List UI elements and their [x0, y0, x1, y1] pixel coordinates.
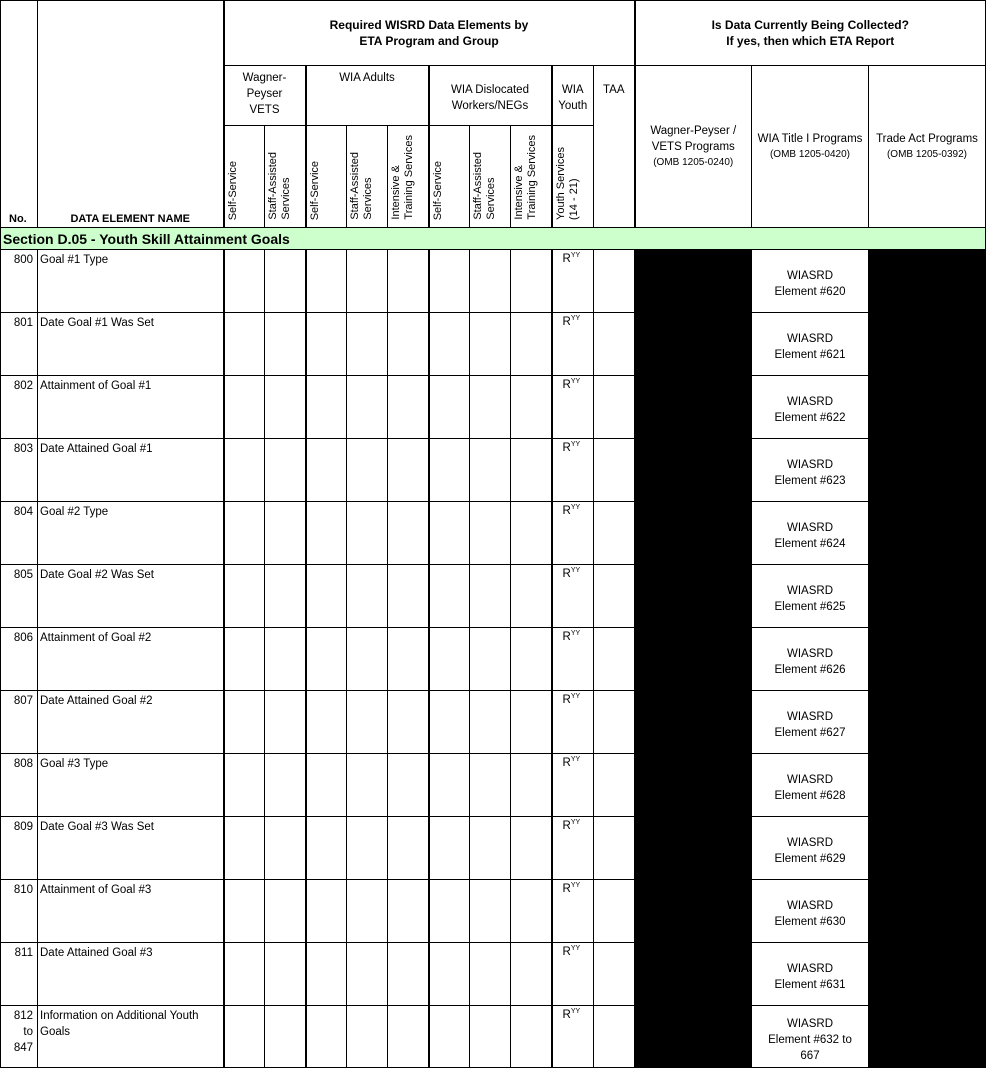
cell-adult-intensive — [388, 376, 429, 439]
cell-wia-report: WIASRD Element #629 — [752, 817, 869, 880]
cell-wagner-peyser-report-na — [635, 943, 752, 1006]
row-element-name: Date Attained Goal #2 — [38, 691, 224, 754]
cell-wp-staff — [265, 628, 306, 691]
cell-trade-report-na — [869, 754, 986, 817]
row-element-name: Goal #1 Type — [38, 250, 224, 313]
cell-wp-self — [224, 565, 265, 628]
cell-wp-self — [224, 439, 265, 502]
cell-wp-self — [224, 502, 265, 565]
subcol-adult-self-service-label: Self-Service — [308, 160, 321, 220]
requirement-mark: R — [562, 315, 571, 328]
cell-trade-report-na — [869, 691, 986, 754]
cell-adult-self — [306, 313, 347, 376]
subcol-wp-staff-assisted — [265, 126, 306, 228]
cell-trade-report-na — [869, 943, 986, 1006]
cell-dw-staff — [470, 1006, 511, 1068]
group-taa: TAA — [594, 66, 635, 228]
report-trade-act — [869, 66, 986, 228]
cell-dw-staff — [470, 313, 511, 376]
cell-adult-staff — [347, 439, 388, 502]
cell-dw-staff — [470, 943, 511, 1006]
cell-trade-report-na — [869, 1006, 986, 1068]
cell-wagner-peyser-report-na — [635, 439, 752, 502]
cell-dw-self — [429, 250, 470, 313]
cell-youth-requirement — [552, 880, 594, 943]
cell-youth-requirement — [552, 565, 594, 628]
cell-dw-self — [429, 502, 470, 565]
cell-dw-staff — [470, 250, 511, 313]
cell-adult-self — [306, 754, 347, 817]
group-wagner-peyser-vets: Wagner- Peyser VETS — [224, 66, 306, 126]
row-element-name: Attainment of Goal #2 — [38, 628, 224, 691]
cell-wagner-peyser-report-na — [635, 628, 752, 691]
cell-adult-staff — [347, 817, 388, 880]
cell-wp-self — [224, 817, 265, 880]
cell-wp-staff — [265, 943, 306, 1006]
cell-wagner-peyser-report-na — [635, 376, 752, 439]
cell-taa — [594, 376, 635, 439]
cell-wp-self — [224, 1006, 265, 1068]
cell-dw-self — [429, 439, 470, 502]
report-wagner-peyser-title: Wagner-Peyser / VETS Programs — [650, 124, 737, 153]
subcol-adult-staff-assisted-label: Staff-Assisted Services — [349, 152, 374, 220]
cell-wia-report: WIASRD Element #628 — [752, 754, 869, 817]
cell-dw-intensive — [511, 817, 552, 880]
cell-wp-staff — [265, 817, 306, 880]
row-number: 804 — [1, 502, 38, 565]
cell-taa — [594, 943, 635, 1006]
row-element-name: Attainment of Goal #1 — [38, 376, 224, 439]
cell-wia-report: WIASRD Element #630 — [752, 880, 869, 943]
subcol-adult-self-service — [306, 126, 347, 228]
cell-adult-self — [306, 1006, 347, 1068]
subcol-adult-intensive-training — [388, 126, 429, 228]
subcol-dw-staff-assisted — [470, 126, 511, 228]
cell-wagner-peyser-report-na — [635, 502, 752, 565]
cell-wia-report: WIASRD Element #623 — [752, 439, 869, 502]
cell-adult-staff — [347, 1006, 388, 1068]
cell-dw-self — [429, 628, 470, 691]
cell-dw-self — [429, 880, 470, 943]
cell-taa — [594, 1006, 635, 1068]
cell-adult-self — [306, 943, 347, 1006]
cell-youth-requirement — [552, 1006, 594, 1068]
cell-taa — [594, 880, 635, 943]
cell-youth-requirement — [552, 817, 594, 880]
requirement-mark: R — [562, 756, 571, 769]
table-row — [1, 628, 986, 691]
subcol-dw-self-service — [429, 126, 470, 228]
report-trade-title: Trade Act Programs — [876, 132, 978, 145]
requirement-superscript: YY — [570, 882, 581, 889]
cell-trade-report-na — [869, 250, 986, 313]
cell-adult-self — [306, 565, 347, 628]
cell-trade-report-na — [869, 817, 986, 880]
cell-dw-staff — [470, 754, 511, 817]
row-number: 812 to 847 — [1, 1006, 38, 1068]
cell-adult-staff — [347, 313, 388, 376]
subcol-dw-staff-assisted-label: Staff-Assisted Services — [472, 152, 497, 220]
cell-wia-report: WIASRD Element #620 — [752, 250, 869, 313]
row-number: 806 — [1, 628, 38, 691]
cell-wp-staff — [265, 502, 306, 565]
cell-wia-report: WIASRD Element #621 — [752, 313, 869, 376]
cell-adult-intensive — [388, 250, 429, 313]
report-wia-title: WIA Title I Programs — [757, 132, 863, 145]
table-row — [1, 880, 986, 943]
cell-wp-staff — [265, 754, 306, 817]
requirement-mark: R — [562, 819, 571, 832]
cell-dw-intensive — [511, 880, 552, 943]
cell-wp-staff — [265, 250, 306, 313]
cell-adult-self — [306, 250, 347, 313]
table-row — [1, 565, 986, 628]
report-wagner-peyser — [635, 66, 752, 228]
cell-dw-intensive — [511, 691, 552, 754]
requirement-mark: R — [562, 945, 571, 958]
cell-dw-self — [429, 1006, 470, 1068]
row-number: 800 — [1, 250, 38, 313]
row-number: 811 — [1, 943, 38, 1006]
cell-dw-intensive — [511, 313, 552, 376]
cell-wp-staff — [265, 376, 306, 439]
cell-adult-staff — [347, 943, 388, 1006]
cell-adult-intensive — [388, 817, 429, 880]
requirement-superscript: YY — [570, 441, 581, 448]
cell-trade-report-na — [869, 502, 986, 565]
table-row — [1, 502, 986, 565]
cell-wagner-peyser-report-na — [635, 691, 752, 754]
cell-adult-self — [306, 691, 347, 754]
report-wia-omb: (OMB 1205-0420) — [769, 148, 851, 160]
cell-adult-staff — [347, 250, 388, 313]
requirement-superscript: YY — [570, 630, 581, 637]
cell-wia-report: WIASRD Element #625 — [752, 565, 869, 628]
group-wia-youth: WIA Youth — [552, 66, 594, 126]
cell-adult-self — [306, 880, 347, 943]
row-element-name: Date Attained Goal #3 — [38, 943, 224, 1006]
cell-youth-requirement — [552, 502, 594, 565]
cell-dw-intensive — [511, 943, 552, 1006]
subcol-youth-services-label: Youth Services (14 - 21) — [554, 147, 580, 220]
cell-adult-intensive — [388, 628, 429, 691]
requirement-mark: R — [562, 693, 571, 706]
cell-youth-requirement — [552, 628, 594, 691]
cell-wp-staff — [265, 313, 306, 376]
table-row — [1, 439, 986, 502]
requirement-superscript: YY — [570, 567, 581, 574]
cell-wp-self — [224, 943, 265, 1006]
row-element-name: Date Attained Goal #1 — [38, 439, 224, 502]
cell-dw-intensive — [511, 502, 552, 565]
cell-wia-report: WIASRD Element #624 — [752, 502, 869, 565]
cell-adult-intensive — [388, 754, 429, 817]
table-row — [1, 376, 986, 439]
cell-adult-staff — [347, 691, 388, 754]
table-row — [1, 250, 986, 313]
cell-dw-self — [429, 754, 470, 817]
cell-dw-intensive — [511, 1006, 552, 1068]
cell-wp-self — [224, 691, 265, 754]
report-wia-title-i — [752, 66, 869, 228]
cell-taa — [594, 565, 635, 628]
cell-trade-report-na — [869, 880, 986, 943]
table-row — [1, 817, 986, 880]
cell-wagner-peyser-report-na — [635, 817, 752, 880]
row-number: 807 — [1, 691, 38, 754]
cell-dw-staff — [470, 691, 511, 754]
row-element-name: Date Goal #1 Was Set — [38, 313, 224, 376]
requirement-mark: R — [562, 1008, 571, 1021]
cell-wp-self — [224, 880, 265, 943]
subcol-dw-self-service-label: Self-Service — [431, 160, 444, 220]
group-wia-dislocated: WIA Dislocated Workers/NEGs — [429, 66, 552, 126]
cell-wagner-peyser-report-na — [635, 1006, 752, 1068]
row-element-name: Goal #2 Type — [38, 502, 224, 565]
cell-adult-self — [306, 376, 347, 439]
cell-dw-staff — [470, 880, 511, 943]
requirement-superscript: YY — [570, 504, 581, 511]
cell-wia-report: WIASRD Element #622 — [752, 376, 869, 439]
cell-wia-report: WIASRD Element #627 — [752, 691, 869, 754]
row-number: 803 — [1, 439, 38, 502]
cell-adult-intensive — [388, 943, 429, 1006]
row-number: 810 — [1, 880, 38, 943]
subcol-adult-intensive-training-label: Intensive & Training Services — [390, 135, 415, 220]
cell-youth-requirement — [552, 376, 594, 439]
cell-adult-intensive — [388, 691, 429, 754]
cell-adult-intensive — [388, 313, 429, 376]
cell-adult-staff — [347, 880, 388, 943]
cell-adult-self — [306, 628, 347, 691]
cell-adult-staff — [347, 565, 388, 628]
report-wagner-peyser-omb: (OMB 1205-0240) — [653, 156, 734, 168]
table-row — [1, 691, 986, 754]
subcol-wp-staff-assisted-label: Staff-Assisted Services — [267, 152, 292, 220]
row-number: 809 — [1, 817, 38, 880]
cell-trade-report-na — [869, 376, 986, 439]
cell-taa — [594, 628, 635, 691]
requirement-superscript: YY — [570, 945, 581, 952]
cell-wagner-peyser-report-na — [635, 880, 752, 943]
subcol-youth-services — [552, 126, 594, 228]
cell-trade-report-na — [869, 628, 986, 691]
cell-dw-self — [429, 565, 470, 628]
cell-wia-report: WIASRD Element #631 — [752, 943, 869, 1006]
cell-trade-report-na — [869, 439, 986, 502]
cell-dw-intensive — [511, 754, 552, 817]
cell-dw-self — [429, 313, 470, 376]
requirement-mark: R — [562, 882, 571, 895]
report-trade-omb: (OMB 1205-0392) — [886, 148, 968, 160]
row-element-name: Information on Additional Youth Goals — [38, 1006, 224, 1068]
cell-dw-staff — [470, 817, 511, 880]
cell-wp-staff — [265, 1006, 306, 1068]
requirement-mark: R — [562, 252, 571, 265]
requirement-superscript: YY — [570, 252, 581, 259]
cell-adult-staff — [347, 376, 388, 439]
cell-trade-report-na — [869, 565, 986, 628]
subcol-dw-intensive-training-label: Intensive & Training Services — [513, 135, 538, 220]
requirement-mark: R — [562, 630, 571, 643]
table-row — [1, 313, 986, 376]
data-collected-header: Is Data Currently Being Collected? If yes, then which ETA Report — [635, 1, 986, 66]
row-number: 808 — [1, 754, 38, 817]
section-title: Section D.05 - Youth Skill Attainment Goals — [1, 228, 986, 250]
row-element-name: Date Goal #3 Was Set — [38, 817, 224, 880]
group-wia-adults: WIA Adults — [306, 66, 429, 126]
cell-wp-staff — [265, 880, 306, 943]
cell-youth-requirement — [552, 250, 594, 313]
cell-wia-report: WIASRD Element #632 to 667 — [752, 1006, 869, 1068]
cell-taa — [594, 313, 635, 376]
requirement-superscript: YY — [570, 315, 581, 322]
cell-wp-self — [224, 250, 265, 313]
cell-wp-self — [224, 313, 265, 376]
requirement-mark: R — [562, 567, 571, 580]
cell-taa — [594, 754, 635, 817]
requirement-superscript: YY — [570, 378, 581, 385]
cell-wp-staff — [265, 565, 306, 628]
cell-taa — [594, 250, 635, 313]
cell-wp-self — [224, 628, 265, 691]
cell-adult-staff — [347, 502, 388, 565]
cell-dw-staff — [470, 439, 511, 502]
cell-wp-self — [224, 376, 265, 439]
requirement-mark: R — [562, 504, 571, 517]
table-row — [1, 943, 986, 1006]
row-element-name: Date Goal #2 Was Set — [38, 565, 224, 628]
cell-dw-intensive — [511, 376, 552, 439]
cell-youth-requirement — [552, 754, 594, 817]
requirement-superscript: YY — [570, 693, 581, 700]
cell-adult-self — [306, 502, 347, 565]
row-element-name: Attainment of Goal #3 — [38, 880, 224, 943]
cell-wp-staff — [265, 439, 306, 502]
cell-taa — [594, 502, 635, 565]
cell-dw-self — [429, 376, 470, 439]
subcol-wp-self-service-label: Self-Service — [226, 160, 239, 220]
cell-adult-staff — [347, 628, 388, 691]
cell-adult-staff — [347, 754, 388, 817]
row-number: 802 — [1, 376, 38, 439]
cell-dw-self — [429, 943, 470, 1006]
subcol-wp-self-service — [224, 126, 265, 228]
data-element-name-header: DATA ELEMENT NAME — [38, 1, 224, 228]
cell-taa — [594, 439, 635, 502]
cell-dw-self — [429, 691, 470, 754]
cell-dw-staff — [470, 565, 511, 628]
row-number: 801 — [1, 313, 38, 376]
number-column-header: No. — [1, 1, 38, 228]
cell-wp-self — [224, 754, 265, 817]
cell-dw-self — [429, 817, 470, 880]
cell-taa — [594, 691, 635, 754]
cell-wagner-peyser-report-na — [635, 565, 752, 628]
cell-adult-intensive — [388, 880, 429, 943]
requirement-mark: R — [562, 378, 571, 391]
cell-wp-staff — [265, 691, 306, 754]
cell-wagner-peyser-report-na — [635, 313, 752, 376]
cell-adult-intensive — [388, 439, 429, 502]
subcol-dw-intensive-training — [511, 126, 552, 228]
requirement-superscript: YY — [570, 756, 581, 763]
cell-adult-intensive — [388, 502, 429, 565]
cell-youth-requirement — [552, 943, 594, 1006]
cell-dw-staff — [470, 502, 511, 565]
cell-dw-intensive — [511, 628, 552, 691]
cell-wagner-peyser-report-na — [635, 250, 752, 313]
cell-youth-requirement — [552, 439, 594, 502]
requirement-mark: R — [562, 441, 571, 454]
cell-wia-report: WIASRD Element #626 — [752, 628, 869, 691]
cell-trade-report-na — [869, 313, 986, 376]
cell-adult-self — [306, 817, 347, 880]
row-number: 805 — [1, 565, 38, 628]
cell-youth-requirement — [552, 313, 594, 376]
cell-dw-intensive — [511, 565, 552, 628]
cell-wagner-peyser-report-na — [635, 754, 752, 817]
requirement-superscript: YY — [570, 1008, 581, 1015]
subcol-adult-staff-assisted — [347, 126, 388, 228]
cell-dw-intensive — [511, 439, 552, 502]
required-elements-header: Required WISRD Data Elements by ETA Program and Group — [224, 1, 635, 66]
cell-adult-intensive — [388, 565, 429, 628]
cell-taa — [594, 817, 635, 880]
cell-adult-self — [306, 439, 347, 502]
cell-dw-staff — [470, 376, 511, 439]
cell-dw-staff — [470, 628, 511, 691]
table-row — [1, 754, 986, 817]
cell-adult-intensive — [388, 1006, 429, 1068]
table-row — [1, 1006, 986, 1068]
cell-youth-requirement — [552, 691, 594, 754]
row-element-name: Goal #3 Type — [38, 754, 224, 817]
requirement-superscript: YY — [570, 819, 581, 826]
cell-dw-intensive — [511, 250, 552, 313]
